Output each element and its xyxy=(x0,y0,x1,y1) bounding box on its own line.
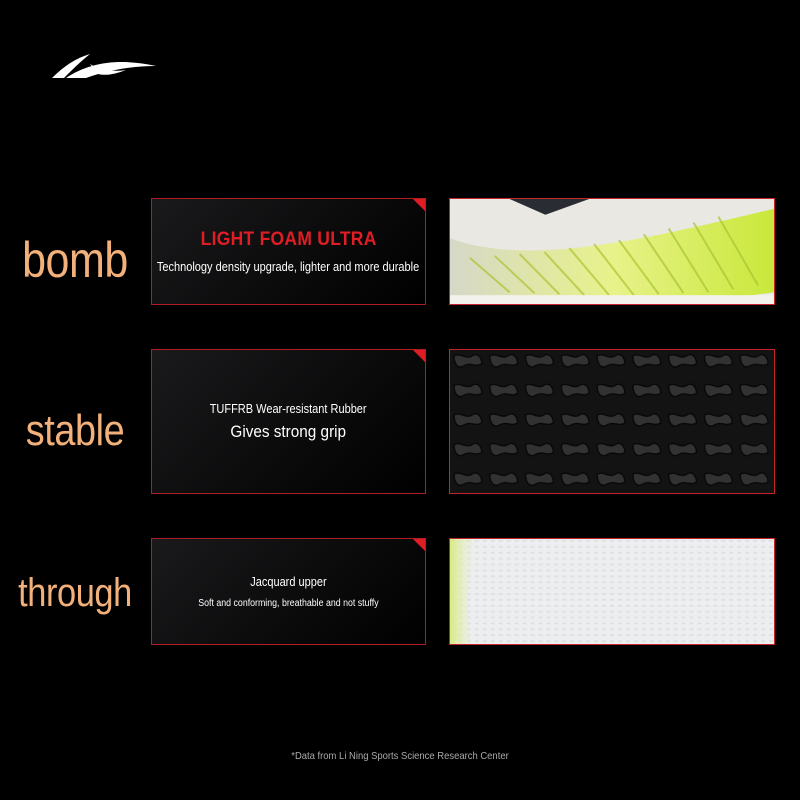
feature-card-upper xyxy=(151,538,426,645)
jacquard-upper-photo xyxy=(449,538,775,645)
feature-label-bomb: bomb xyxy=(22,232,128,288)
feature-tech-name: TUFFRB Wear-resistant Rubber xyxy=(210,401,367,416)
feature-title: LIGHT FOAM ULTRA xyxy=(200,229,377,250)
feature-card-rubber xyxy=(151,349,426,494)
corner-marker-icon xyxy=(412,538,426,552)
footnote: *Data from Li Ning Sports Science Research Center xyxy=(291,750,509,762)
feature-benefit: Gives strong grip xyxy=(230,421,347,441)
li-ning-logo xyxy=(50,50,158,82)
corner-marker-icon xyxy=(412,349,426,363)
rubber-outsole-photo xyxy=(449,349,775,494)
feature-label-through: through xyxy=(18,571,132,615)
feature-benefit: Soft and conforming, breathable and not stuffy xyxy=(198,597,379,609)
feature-tech-name: Jacquard upper xyxy=(250,574,327,589)
feature-description: Technology density upgrade, lighter and more durable xyxy=(157,260,420,274)
foam-midsole-photo xyxy=(449,198,775,305)
feature-label-stable: stable xyxy=(25,406,125,455)
feature-card-foam xyxy=(151,198,426,305)
corner-marker-icon xyxy=(412,198,426,212)
